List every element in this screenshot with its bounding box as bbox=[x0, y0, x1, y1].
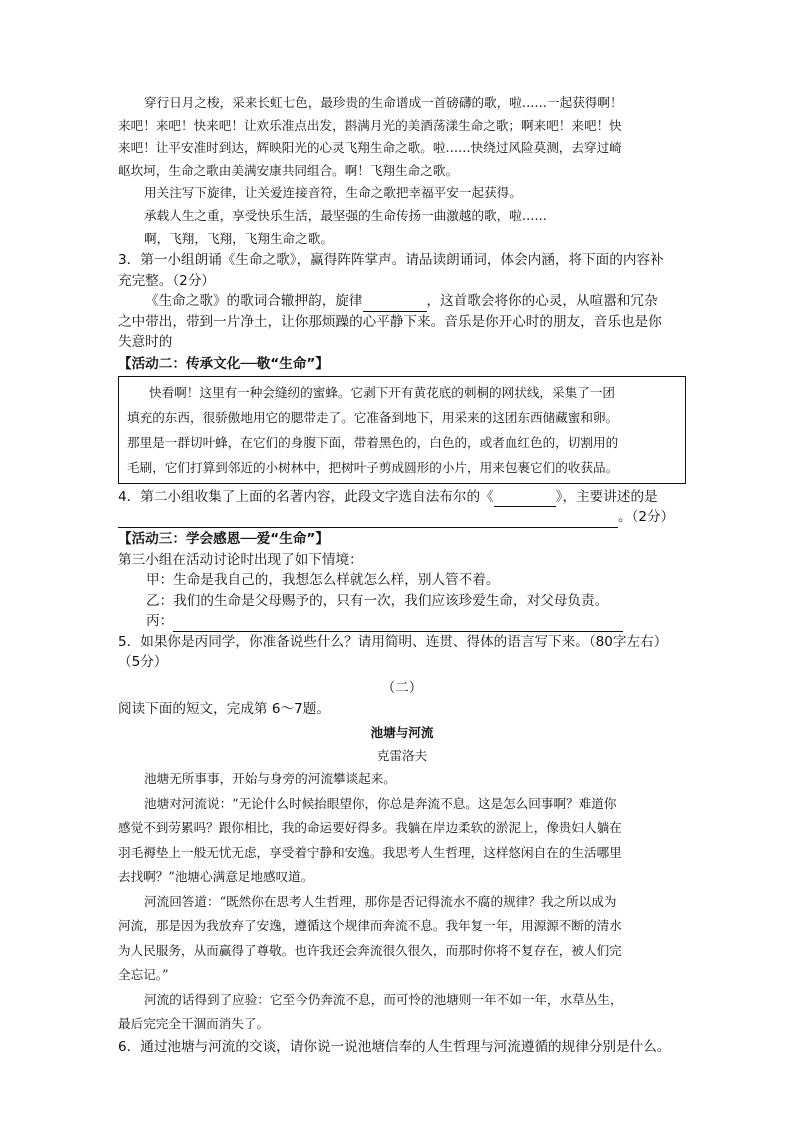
exam-page bbox=[118, 92, 686, 1057]
q4-text: 4．第二小组收集了上面的名著内容，此段文字选自法布尔的《 bbox=[118, 488, 494, 505]
q5-line: （5分） bbox=[118, 654, 168, 671]
activity3-body bbox=[118, 550, 686, 632]
excerpt-line: 快看啊！这里有一种会缝纫的蜜蜂。它剥下开有黄花底的刺桐的网状线，采集了一团 bbox=[149, 384, 615, 400]
story-line: 池塘无所事事，开始与身旁的河流攀谈起来。 bbox=[144, 771, 396, 787]
q4-summary-blank[interactable] bbox=[118, 513, 618, 528]
lyric-line: 啊，飞翔，飞翔，飞翔生命之歌。 bbox=[144, 230, 333, 246]
bing-answer-blank[interactable] bbox=[173, 617, 623, 632]
q3-answer-blank[interactable] bbox=[363, 297, 427, 312]
q4-text: 。（2分） bbox=[618, 509, 675, 526]
section-number: （二） bbox=[381, 679, 423, 696]
question-5 bbox=[118, 632, 686, 673]
story-line: 河流，那是因为我放弃了安逸，遵循这个规律而奔流不息。我年复一年，用源源不断的清水 bbox=[118, 918, 622, 934]
activity3-heading: 【活动三：学会感恩──爱“生命”】 bbox=[118, 530, 329, 547]
question-4 bbox=[118, 487, 686, 528]
question-3 bbox=[118, 250, 686, 353]
q4-line bbox=[118, 507, 686, 528]
story-line: 全忘记。” bbox=[118, 967, 169, 983]
speaker-bing-label: 丙： bbox=[146, 613, 174, 630]
excerpt-line: 那里是一群切叶蜂，在它们的身腹下面，带着黑色的，白色的，或者血红色的，切割用的 bbox=[127, 434, 619, 450]
speaker-jia: 甲：生命是我自己的，我想怎么样就怎么样，别人管不着。 bbox=[146, 572, 500, 589]
q4-book-blank[interactable] bbox=[494, 492, 556, 507]
story-body bbox=[118, 767, 686, 1037]
story-line: 最后完完全干涸而消失了。 bbox=[118, 1016, 270, 1032]
q3-line bbox=[118, 291, 686, 312]
lyric-line: 承载人生之重，享受快乐生活，最坚强的生命传扬一曲激越的歌，啦…… bbox=[144, 207, 547, 223]
story-line: 羽毛褥垫上一般无忧无虑，享受着宁静和安逸。我思考人生哲理，这样悠闲自在的生活哪里 bbox=[118, 844, 622, 860]
q4-line bbox=[118, 487, 686, 508]
excerpt-line: 填充的东西，很骄傲地用它的腮带走了。它准备到地下，用采来的这团东西储藏蜜和卵。 bbox=[127, 409, 619, 425]
activity2-heading: 【活动二：传承文化──敬“生命”】 bbox=[118, 355, 329, 372]
lyric-line: 穿行日月之梭，采来长虹七色，最珍贵的生命谱成一首磅礴的歌，啦……一起获得啊！ bbox=[144, 95, 623, 110]
q3-line: 之中带出，带到一片净土，让你那烦躁的心平静下来。音乐是你开心时的朋友，音乐也是你 bbox=[118, 313, 662, 330]
story-line: 感觉不到劳累吗？跟你相比，我的命运要好得多。我躺在岸边柔软的淤泥上，像贵妇人躺在 bbox=[118, 820, 622, 836]
speaker-yi: 乙：我们的生命是父母赐予的，只有一次，我们应该珍爱生命，对父母负责。 bbox=[146, 592, 609, 609]
lyric-line: 岖坎坷，生命之歌由美满安康共同组合。啊！飞翔生命之歌。 bbox=[118, 162, 459, 178]
q3-text: 《生命之歌》的歌词合辙押韵，旋律 bbox=[145, 293, 363, 310]
story-line: 河流的话得到了应验：它至今仍奔流不息，而可怜的池塘则一年不如一年，水草丛生， bbox=[144, 991, 623, 1007]
excerpt-line: 毛刷，它们打算到邻近的小树林中，把树叶子剪成圆形的小片，用来包裹它们的收获品。 bbox=[127, 459, 619, 475]
q3-line: 失意时的 bbox=[118, 334, 173, 351]
section-instruction: 阅读下面的短文，完成第 6～7题。 bbox=[118, 700, 330, 717]
q3-line: 3．第一小组朗诵《生命之歌》，赢得阵阵掌声。请品读朗诵词，体会内涵，将下面的内容补 bbox=[118, 252, 664, 269]
lyric-line: 用关注写下旋律，让关爱连接音符，生命之歌把幸福平安一起获得。 bbox=[144, 185, 522, 201]
story-title: 池塘与河流 bbox=[370, 725, 434, 741]
story-line: 池塘对河流说：“无论什么时候抬眼望你，你总是奔流不息。这是怎么回事啊？难道你 bbox=[144, 795, 617, 811]
lyric-line: 来吧！让平安准时到达，辉映阳光的心灵飞翔生命之歌。啦……快绕过风险莫测，去穿过崎 bbox=[118, 140, 622, 156]
question-6 bbox=[118, 1037, 686, 1058]
q3-text: ，这首歌会将你的心灵，从喧嚣和冗杂 bbox=[426, 293, 658, 310]
q5-line: 5．如果你是丙同学，你准备说些什么？请用简明、连贯、得体的语言写下来。（80字左右） bbox=[118, 633, 668, 650]
q3-line: 充完整。（2分） bbox=[118, 272, 216, 289]
story-author: 克雷洛夫 bbox=[376, 748, 428, 764]
speaker-bing bbox=[118, 611, 686, 632]
story-line: 为人民服务，从而赢得了尊敬。也许我还会奔流很久很久，而那时你将不复存在，被人们完 bbox=[118, 942, 622, 958]
story-line: 去找啊？”池塘心满意足地感叹道。 bbox=[118, 869, 314, 885]
lyric-line: 来吧！来吧！快来吧！让欢乐准点出发，斟满月光的美酒荡漾生命之歌；啊来吧！来吧！快 bbox=[118, 117, 622, 133]
q4-text: 》，主要讲述的是 bbox=[555, 488, 658, 505]
q6-line: 6．通过池塘与河流的交谈，请你说一说池塘信奉的人生哲理与河流遵循的规律分别是什么。 bbox=[118, 1038, 671, 1055]
lyrics-block bbox=[118, 92, 686, 250]
activity3-intro: 第三小组在活动讨论时出现了如下情境： bbox=[118, 551, 363, 568]
story-line: 河流回答道：“既然你在思考人生哲理，那你是否记得流水不腐的规律？我之所以成为 bbox=[144, 893, 617, 909]
excerpt-box bbox=[118, 376, 686, 484]
